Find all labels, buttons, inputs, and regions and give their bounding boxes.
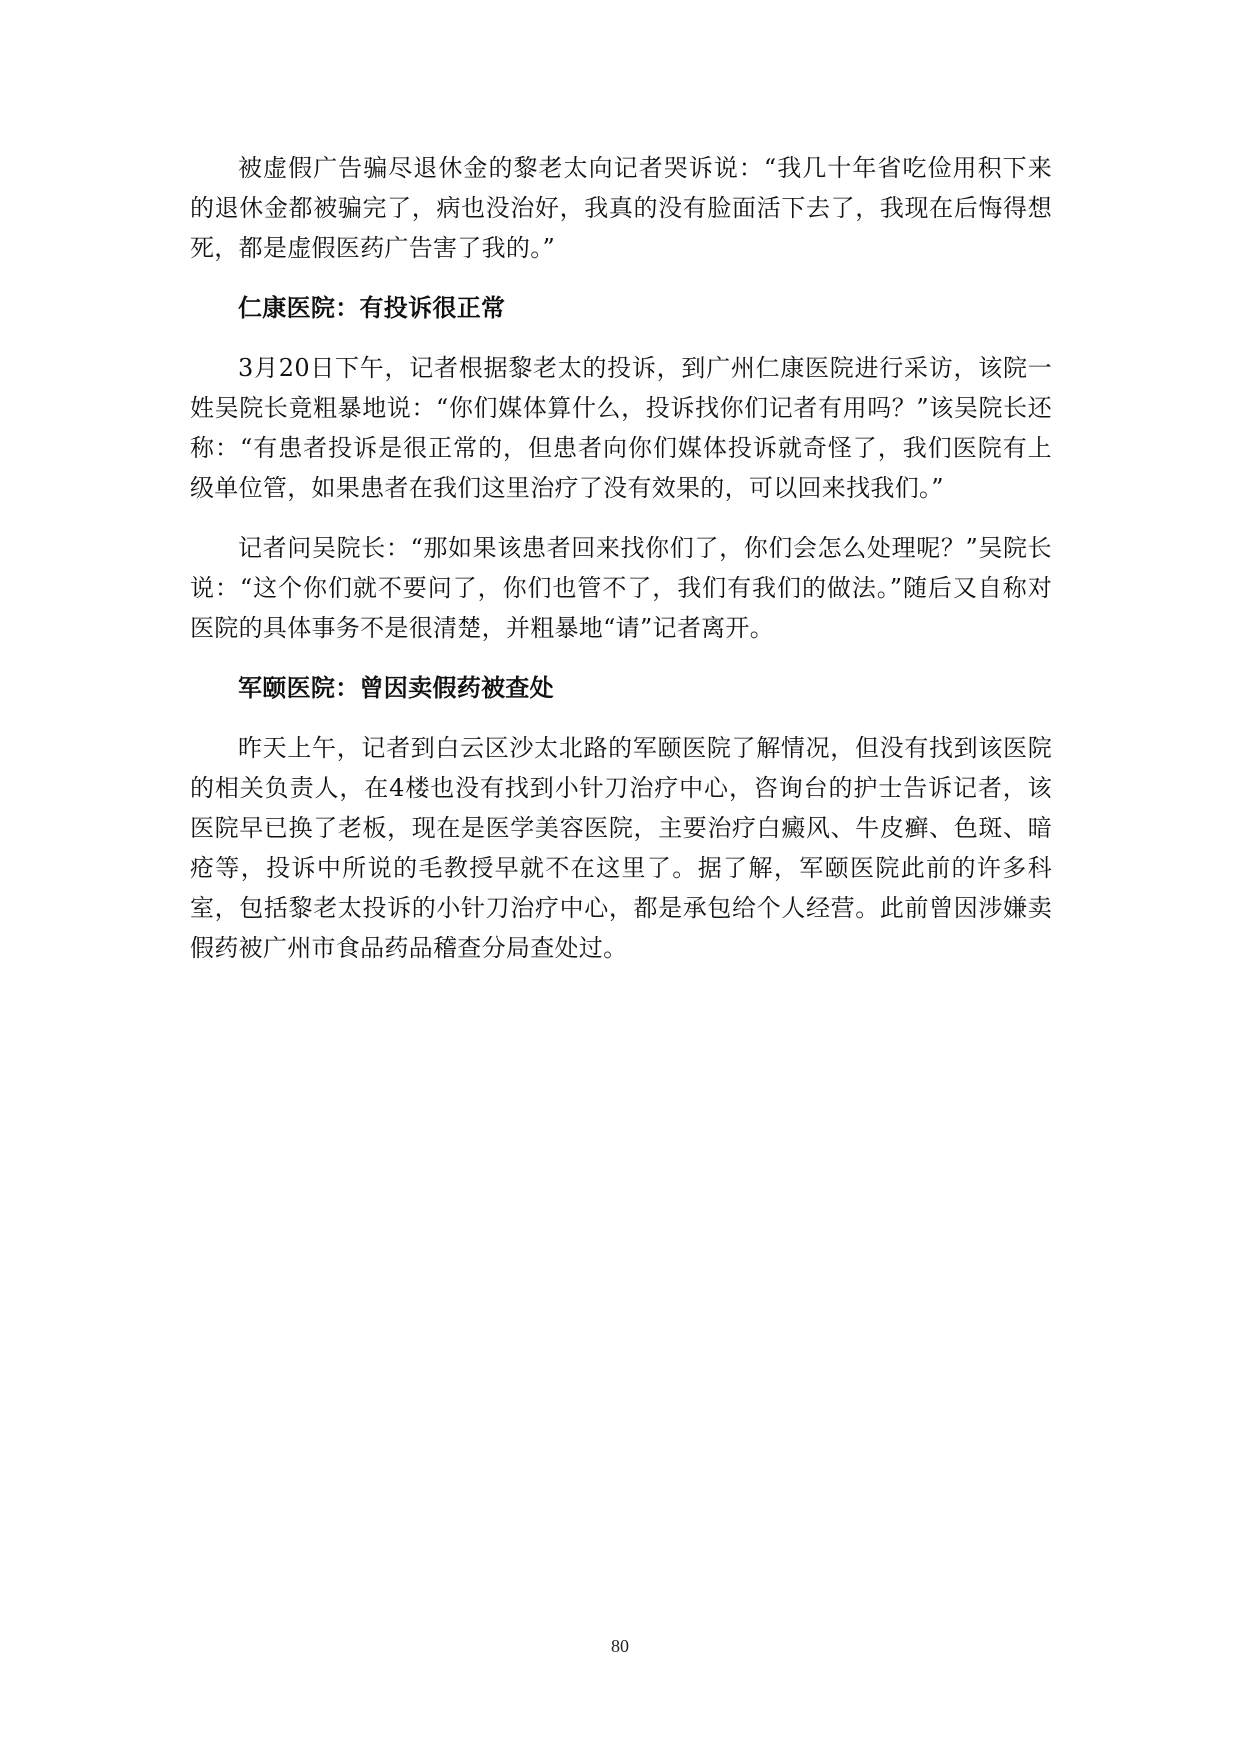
paragraph-complaint-quote: 被虚假广告骗尽退休金的黎老太向记者哭诉说：“我几十年省吃俭用积下来的退休金都被骗完了，病也没治好，我真的没有脸面活下去了，我现在后悔得想死，都是虚假医药广告害了我的。” xyxy=(190,154,1052,262)
page-number: 80 xyxy=(611,1636,629,1656)
section-heading-renkang-hospital: 仁康医院：有投诉很正常 xyxy=(238,294,506,322)
article-body xyxy=(190,148,1052,988)
paragraph-renkang-interview: 3月20日下午，记者根据黎老太的投诉，到广州仁康医院进行采访，该院一姓吴院长竟粗暴地说：“你们媒体算什么，投诉找你们记者有用吗？”该吴院长还称：“有患者投诉是很正常的，但患者向你们媒体投诉就奇怪了，我们医院有上级单位管，如果患者在我们这里治疗了没有效果的，可以回来找我们。” xyxy=(190,354,1052,502)
section-heading-junyi-hospital: 军颐医院：曾因卖假药被查处 xyxy=(238,674,554,702)
paragraph-junyi-visit: 昨天上午，记者到白云区沙太北路的军颐医院了解情况，但没有找到该医院的相关负责人，在4楼也没有找到小针刀治疗中心，咨询台的护士告诉记者，该医院早已换了老板，现在是医学美容医院，主要治疗白癜风、牛皮癣、色斑、暗疮等，投诉中所说的毛教授早就不在这里了。据了解，军颐医院此前的许多科室，包括黎老太投诉的小针刀治疗中心，都是承包给个人经营。此前曾因涉嫌卖假药被广州市食品药品稽查分局查处过。 xyxy=(190,734,1052,962)
paragraph-renkang-followup: 记者问吴院长：“那如果该患者回来找你们了，你们会怎么处理呢？”吴院长说：“这个你们就不要问了，你们也管不了，我们有我们的做法。”随后又自称对医院的具体事务不是很清楚，并粗暴地“请”记者离开。 xyxy=(190,534,1052,642)
